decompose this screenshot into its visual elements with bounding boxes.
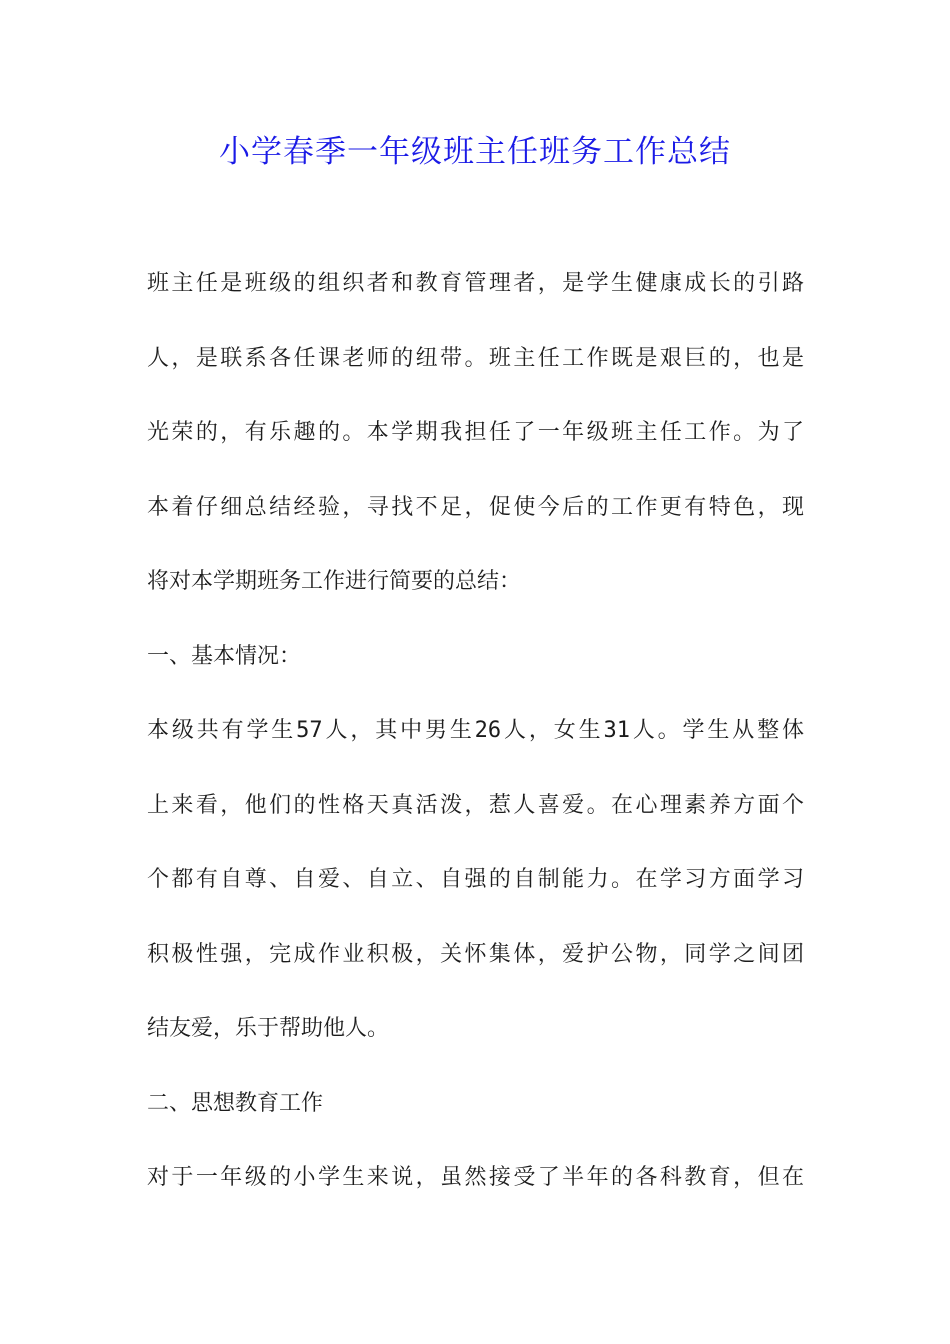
paragraph-line: 本着仔细总结经验，寻找不足，促使今后的工作更有特色，现 [147, 495, 804, 520]
paragraph-line: 上来看，他们的性格天真活泼，惹人喜爱。在心理素养方面个 [147, 793, 804, 818]
paragraph-line: 人，是联系各任课老师的纽带。班主任工作既是艰巨的，也是 [147, 346, 804, 371]
paragraph-line: 结友爱，乐于帮助他人。 [147, 1016, 390, 1041]
paragraph-line: 光荣的，有乐趣的。本学期我担任了一年级班主任工作。为了 [147, 420, 804, 445]
section-heading: 一、基本情况： [147, 644, 302, 669]
paragraph-line: 对于一年级的小学生来说，虽然接受了半年的各科教育，但在 [147, 1165, 804, 1190]
paragraph-line: 个都有自尊、自爱、自立、自强的自制能力。在学习方面学习 [147, 867, 804, 892]
paragraph-line: 积极性强，完成作业积极，关怀集体，爱护公物，同学之间团 [147, 942, 804, 967]
paragraph-line: 班主任是班级的组织者和教育管理者，是学生健康成长的引路 [147, 271, 804, 296]
section-heading: 二、思想教育工作 [147, 1091, 324, 1116]
document-title: 小学春季一年级班主任班务工作总结 [219, 134, 731, 170]
paragraph-line: 本级共有学生57人，其中男生26人，女生31人。学生从整体 [147, 718, 804, 743]
paragraph-line: 将对本学期班务工作进行简要的总结： [147, 569, 522, 594]
